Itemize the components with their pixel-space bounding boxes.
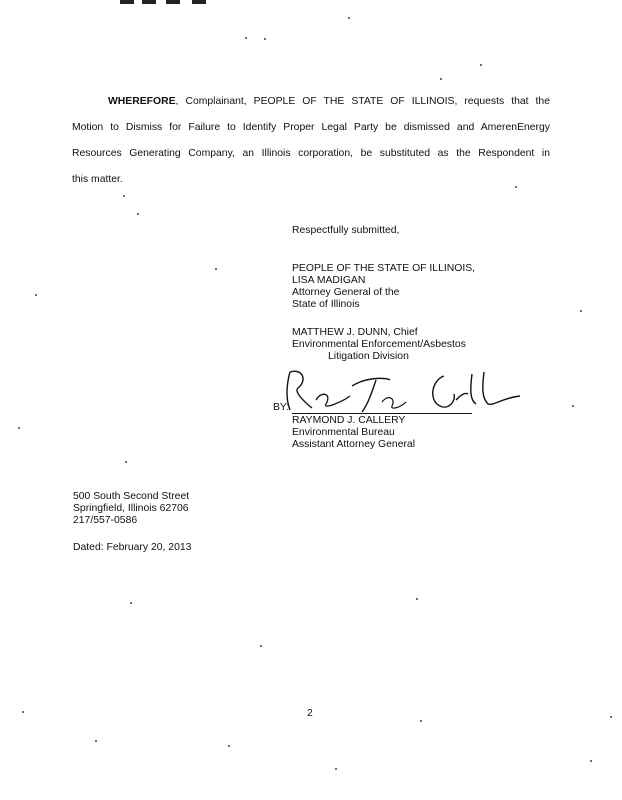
party-name: PEOPLE OF THE STATE OF ILLINOIS, [292,263,476,274]
paragraph-line-3: Resources Generating Company, an Illinois corporation, be substituted as the Respondent in [72,148,550,159]
paragraph-line-4: this matter. [72,174,123,185]
scan-artifact-marks [120,0,230,6]
signer-block [292,415,415,451]
signature-line [292,413,472,414]
closing: Respectfully submitted, [292,225,400,236]
wherefore-paragraph [72,89,550,193]
chief-name: MATTHEW J. DUNN, Chief [292,327,418,338]
division-line-1: Environmental Enforcement/Asbestos [292,339,466,350]
division-line-2: Litigation Division [328,351,409,362]
dated-line: Dated: February 20, 2013 [73,542,192,553]
wherefore-lead: WHEREFORE [108,96,176,107]
signer-name: RAYMOND J. CALLERY [292,415,406,426]
page-number: 2 [307,708,313,719]
party-block [292,263,475,311]
attorney-general-name: LISA MADIGAN [292,275,366,286]
address-street: 500 South Second Street [73,491,190,502]
attorney-general-title-2: State of Illinois [292,299,360,310]
address-phone: 217/557-0586 [73,515,138,526]
address-block [73,491,189,527]
chief-block [292,327,466,363]
paragraph-line-1: WHEREFORE, Complainant, PEOPLE OF THE STATE OF ILLINOIS, requests that the [108,96,550,107]
paragraph-line-2: Motion to Dismiss for Failure to Identify Proper Legal Party be dismissed and AmerenEnergy [72,122,550,133]
signer-bureau: Environmental Bureau [292,427,395,438]
signature-image [272,366,522,416]
address-city: Springfield, Illinois 62706 [73,503,189,514]
signer-title: Assistant Attorney General [292,439,416,450]
by-label: BY: [273,402,290,413]
attorney-general-title-1: Attorney General of the [292,287,400,298]
